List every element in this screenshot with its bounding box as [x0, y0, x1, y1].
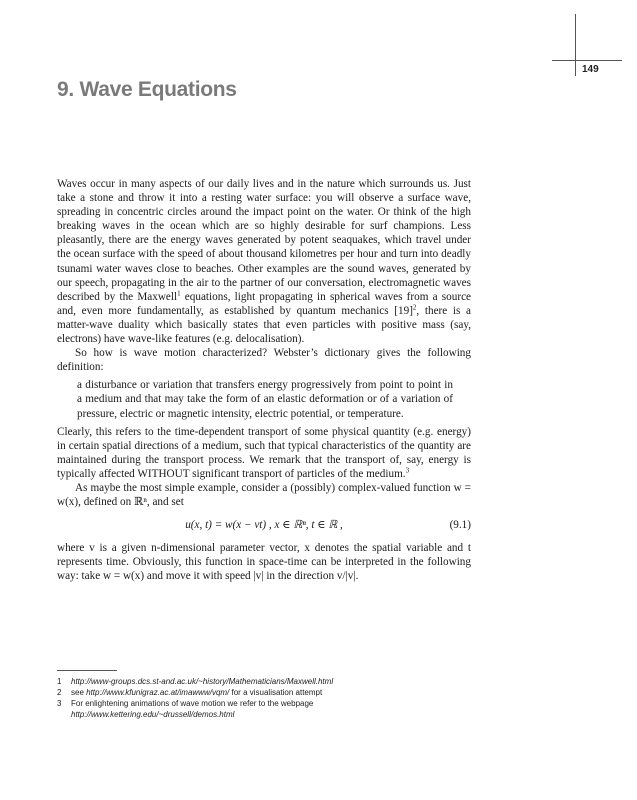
paragraph-3: [57, 425, 471, 481]
footnote-2-prefix: see: [71, 688, 87, 697]
footnote-2-mark: 2: [57, 688, 62, 697]
page-number: 149: [582, 64, 599, 75]
paragraph-1-part-c: , there is a matter-wave duality which basically states that even particles with positive mass (say, electrons) have wave-like features (e.g. delocalisation).: [57, 304, 471, 346]
footnote-2-link[interactable]: http://www.kfunigraz.ac.at/imawww/vqm/: [86, 688, 230, 697]
chapter-title: 9. Wave Equations: [57, 78, 237, 101]
body-text: [57, 177, 471, 583]
definition-quote-text: a disturbance or variation that transfers energy progressively from point to point in a medium and that may take the form of an elastic deformation or of a variation of pressure, electric or magnetic intensity, electric potential, or temperature.: [77, 379, 453, 420]
footnote-1-mark: 1: [57, 677, 62, 686]
footnote-3-mark: 3: [57, 699, 62, 708]
paragraph-1-part-b: equations, light propagating in spherical waves from a source and, even more fundamentally, as established by quantum mechanics [19]: [57, 290, 471, 317]
footnote-ref-2[interactable]: 2: [412, 303, 417, 312]
paragraph-1-part-a: Waves occur in many aspects of our daily lives and in the nature which surrounds us. Just take a stone and throw it into a resting water surface: you will observe a surface wave, spreading in concentric circles around the impact point on the water. Or think of the high breaking waves in the ocean which are so highly desirable for surf champions. Less pleasantly, there are the energy waves generated by potent seaquakes, which travel under the ocean surface with the speed of about thousand kilometres per hour and turn into deadly tsunami water waves close to beaches. Other examples are the sound waves, generated by our speech, propagating in the air to the partner of our conversation, electromagnetic waves described by the Maxwell: [57, 178, 471, 303]
paragraph-2: So how is wave motion characterized? Webster’s dictionary gives the following definition:: [57, 347, 471, 374]
footnote-1: [57, 676, 471, 687]
paragraph-1: [57, 177, 471, 346]
equation-9-1: [57, 512, 471, 538]
page-corner-vertical-rule: [575, 14, 576, 76]
paragraph-3-text: Clearly, this refers to the time-dependent transport of some physical quantity (e.g. energy) in certain spatial directions of a medium, such that typical characteristics of the quantity are maintained during the transport process. We remark that the transport of, say, energy is typically affected WITHOUT significant transport of particles of the medium.: [57, 425, 471, 480]
page-corner-horizontal-rule: [552, 60, 622, 61]
footnote-1-link[interactable]: http://www-groups.dcs.st-and.ac.uk/~history/Mathematicians/Maxwell.html: [71, 677, 334, 686]
footnote-2: [57, 687, 471, 698]
footnotes: [57, 676, 471, 720]
equation-formula: u(x, t) = w(x − vt) , x ∈ ℝⁿ, t ∈ ℝ ,: [185, 519, 343, 532]
footnote-2-suffix: for a visualisation attempt: [229, 688, 323, 697]
footnote-ref-1[interactable]: 1: [177, 289, 181, 298]
paragraph-4: As maybe the most simple example, consider a (possibly) complex-valued function w = w(x), defined on ℝⁿ, and set: [57, 481, 471, 509]
footnote-ref-3[interactable]: 3: [405, 466, 410, 475]
footnote-separator: [57, 670, 117, 671]
paragraph-5: where v is a given n-dimensional parameter vector, x denotes the spatial variable and t represents time. Obviously, this function in space-time can be interpreted in the following way: take w = w(x) and move it with speed |v| in the direction v/|v|.: [57, 542, 471, 583]
footnote-3-link[interactable]: http://www.kettering.edu/~drussell/demos.html: [71, 710, 235, 719]
footnote-3: [57, 698, 471, 720]
footnote-3-prefix: For enlightening animations of wave motion we refer to the webpage: [71, 699, 314, 708]
equation-number: (9.1): [449, 519, 471, 532]
definition-quote: [77, 378, 453, 420]
